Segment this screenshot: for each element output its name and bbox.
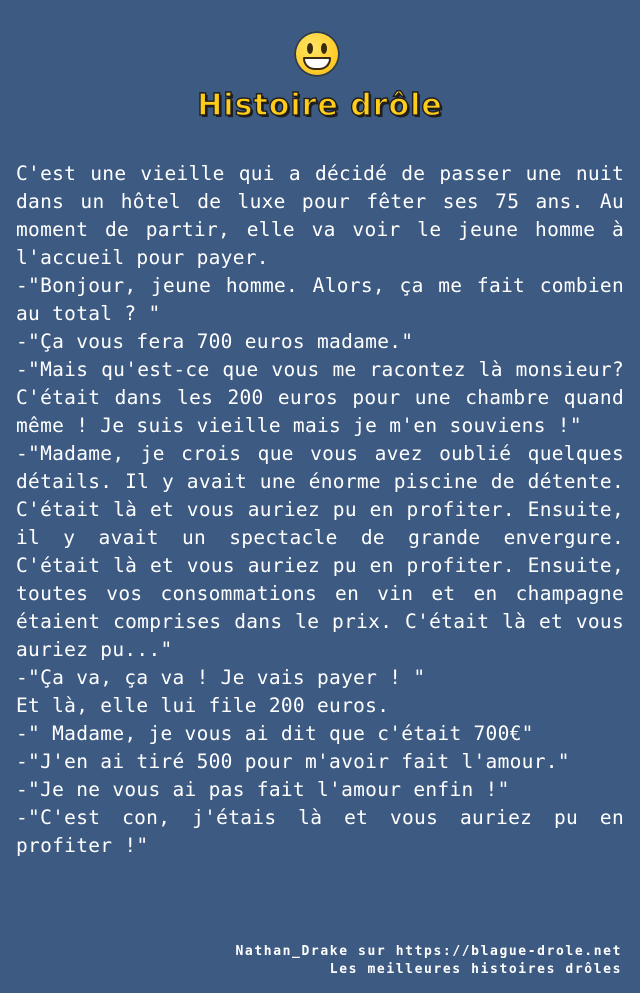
site-tagline: Les meilleures histoires drôles	[329, 962, 622, 977]
emoji-right-eye	[321, 43, 327, 54]
emoji-mouth	[303, 57, 331, 70]
story-paragraph: -"Madame, je crois que vous avez oublié quelques détails. Il y avait une énorme piscine de détente. C'était là et vous auriez pu en profiter. Ensuite, il y avait un spectacle de grande envergure. C'était là et vous auriez pu en profiter. Ensuite, toutes vos consommations en vin et en champagne étaient comprises dans le prix. C'était là et vous auriez pu..."	[16, 442, 624, 661]
story-paragraph: C'est une vieille qui a décidé de passer une nuit dans un hôtel de luxe pour fêter ses 75 ans. Au moment de partir, elle va voir le jeune homme à l'accueil pour payer.	[16, 162, 624, 269]
grinning-face-icon	[294, 31, 340, 77]
story-paragraph: -"C'est con, j'étais là et vous auriez pu en profiter !"	[16, 806, 624, 857]
story-paragraph: -"Je ne vous ai pas fait l'amour enfin !"	[16, 778, 510, 801]
story-paragraph: -"Ça va, ça va ! Je vais payer ! "	[16, 666, 426, 689]
story-paragraph: -"Ça vous fera 700 euros madame."	[16, 330, 414, 353]
story-paragraph: -" Madame, je vous ai dit que c'était 700€"	[16, 722, 534, 745]
story-paragraph: -"Bonjour, jeune homme. Alors, ça me fait combien au total ? "	[16, 274, 624, 325]
author-credit-link[interactable]: Nathan_Drake sur https://blague-drole.net	[235, 944, 622, 959]
story-paragraph: -"J'en ai tiré 500 pour m'avoir fait l'amour."	[16, 750, 570, 773]
emoji-left-eye	[307, 43, 313, 54]
story-text	[16, 160, 624, 860]
story-paragraph: Et là, elle lui file 200 euros.	[16, 694, 390, 717]
page-title: Histoire drôle	[197, 88, 443, 123]
story-paragraph: -"Mais qu'est-ce que vous me racontez là monsieur? C'était dans les 200 euros pour une chambre quand même ! Je suis vieille mais je m'en souviens !"	[16, 358, 624, 437]
